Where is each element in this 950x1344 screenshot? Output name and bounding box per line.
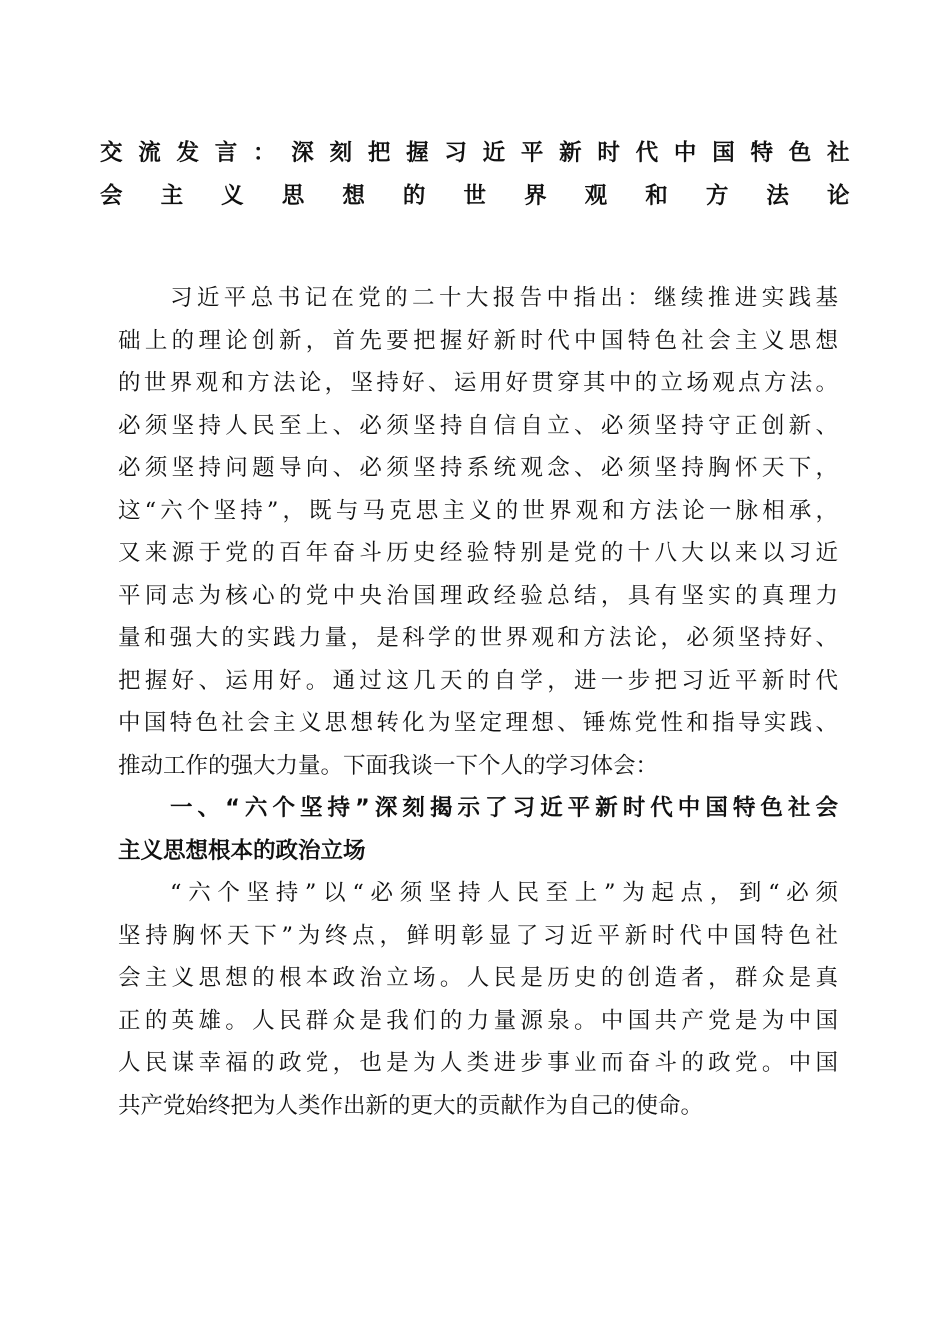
text-line: 共产党始终把为人类作出新的更大的贡献作为自己的使命。 <box>118 1092 704 1119</box>
text-line: 础上的理论创新，首先要把握好新时代中国特色社会主义思想 <box>118 327 838 354</box>
text-line: 中国特色社会主义思想转化为坚定理想、锤炼党性和指导实践、 <box>118 710 838 736</box>
title-line: 交流发言：深刻把握习近平新时代中国特色社 <box>100 140 850 166</box>
paragraph-section-1 <box>118 872 838 1127</box>
text-line: 把握好、运用好。通过这几天的自学，进一步把习近平新时代 <box>118 667 838 694</box>
text-line: 正的英雄。人民群众是我们的力量源泉。中国共产党是为中国 <box>118 1007 838 1034</box>
document-body <box>118 277 838 1127</box>
section-heading-1 <box>118 787 838 872</box>
heading-line: 一、“六个坚持”深刻揭示了习近平新时代中国特色社会 <box>170 795 838 821</box>
text-line: 必须坚持人民至上、必须坚持自信自立、必须坚持守正创新、 <box>118 412 838 439</box>
title-line: 会主义思想的世界观和方法论 <box>100 182 850 209</box>
text-line: 坚持胸怀天下”为终点，鲜明彰显了习近平新时代中国特色社 <box>118 922 838 949</box>
text-line: 这“六个坚持”，既与马克思主义的世界观和方法论一脉相承， <box>118 497 838 524</box>
text-line: 会主义思想的根本政治立场。人民是历史的创造者，群众是真 <box>118 965 838 991</box>
text-line: 习近平总书记在党的二十大报告中指出：继续推进实践基 <box>170 285 838 311</box>
document-title <box>100 132 850 217</box>
paragraph-intro <box>118 277 838 787</box>
text-line: 的世界观和方法论，坚持好、运用好贯穿其中的立场观点方法。 <box>118 370 838 396</box>
text-line: 人民谋幸福的政党，也是为人类进步事业而奋斗的政党。中国 <box>118 1050 838 1076</box>
text-line: 又来源于党的百年奋斗历史经验特别是党的十八大以来以习近 <box>118 540 838 566</box>
text-line: 平同志为核心的党中央治国理政经验总结，具有坚实的真理力 <box>118 582 838 609</box>
heading-line: 主义思想根本的政治立场 <box>118 837 366 864</box>
text-line: “六个坚持”以“必须坚持人民至上”为起点，到“必须 <box>170 880 838 906</box>
text-line: 必须坚持问题导向、必须坚持系统观念、必须坚持胸怀天下， <box>118 455 838 481</box>
text-line: 推动工作的强大力量。下面我谈一下个人的学习体会： <box>118 752 659 779</box>
text-line: 量和强大的实践力量，是科学的世界观和方法论，必须坚持好、 <box>118 625 838 651</box>
